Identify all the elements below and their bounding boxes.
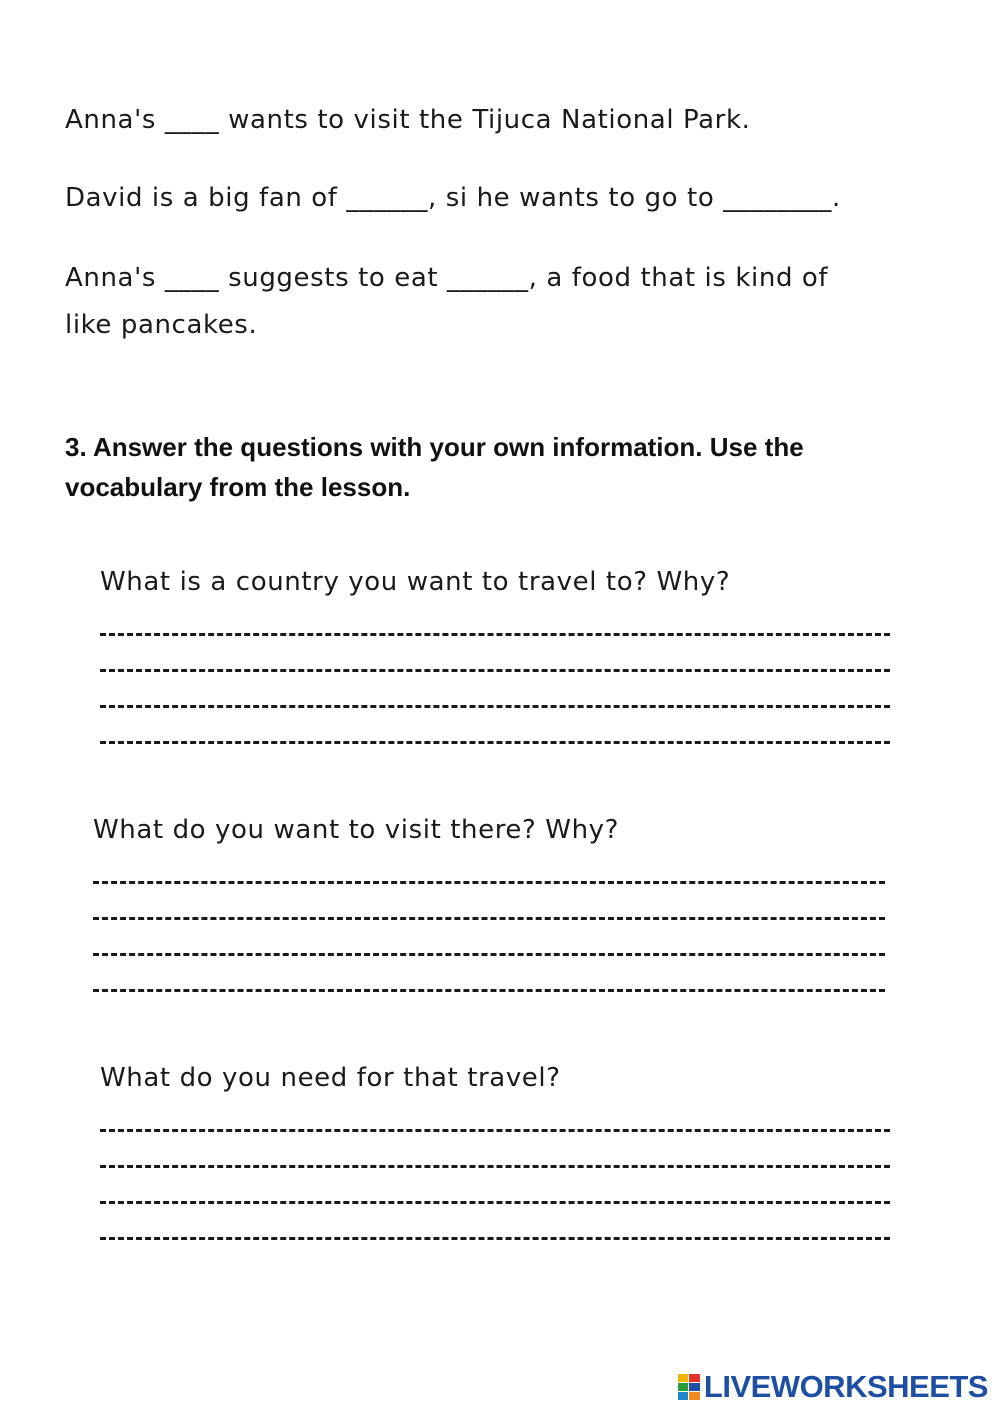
- question-3-text: What do you need for that travel?: [100, 1063, 561, 1093]
- liveworksheets-logo-icon: [678, 1374, 700, 1400]
- answer-line[interactable]: [93, 960, 885, 996]
- answer-line[interactable]: [100, 1208, 890, 1244]
- question-block-1: [100, 560, 890, 748]
- question-block-3: [100, 1056, 890, 1244]
- answer-line[interactable]: [100, 1100, 890, 1136]
- answer-line[interactable]: [100, 676, 890, 712]
- answer-line[interactable]: [100, 1172, 890, 1208]
- question-block-2: [93, 808, 885, 996]
- sentence-1: Anna's ____ wants to visit the Tijuca National Park.: [65, 105, 751, 135]
- question-1-text: What is a country you want to travel to? Why?: [100, 567, 731, 597]
- sentence-3-continued: like pancakes.: [65, 310, 258, 340]
- question-2-text: What do you want to visit there? Why?: [93, 815, 620, 845]
- answer-line[interactable]: [100, 604, 890, 640]
- logo-text: LIVEWORKSHEETS: [703, 1369, 988, 1404]
- section-3-heading: 3. Answer the questions with your own information. Use the vocabulary from the lesson.: [65, 432, 804, 502]
- sentence-3: Anna's ____ suggests to eat ______, a food that is kind of: [65, 263, 829, 293]
- answer-line[interactable]: [100, 712, 890, 748]
- answer-line[interactable]: [100, 640, 890, 676]
- answer-line[interactable]: [93, 852, 885, 888]
- answer-line[interactable]: [93, 924, 885, 960]
- liveworksheets-logo: [678, 1370, 988, 1404]
- answer-line[interactable]: [93, 888, 885, 924]
- answer-line[interactable]: [100, 1136, 890, 1172]
- sentence-2: David is a big fan of ______, si he wants to go to ________.: [65, 183, 841, 213]
